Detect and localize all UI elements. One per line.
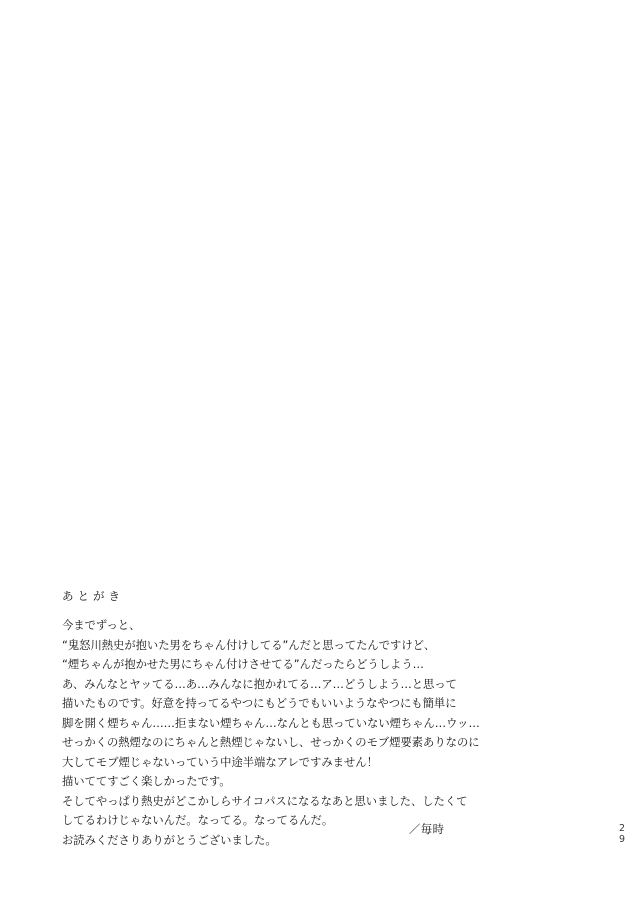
text-line: せっかくの熱煙なのにちゃんと熱煙じゃないし、せっかくのモブ煙要素ありなのに [62,736,480,749]
text-line: 脚を開く煙ちゃん……拒まない煙ちゃん…なんとも思っていない煙ちゃん…ウッ… [62,716,480,730]
page-number [616,824,628,845]
page-number-digit: 2 [618,823,626,834]
text-line: してるわけじゃないんだ。なってる。なってるんだ。 [62,814,334,828]
afterword-heading: あとがき [62,589,124,603]
text-line: 描いててすごく楽しかったです。 [62,775,231,789]
text-line: そしてやっぱり熱史がどこかしらサイコパスになるなあと思いました、したくて [62,794,468,808]
text-line: 描いたものです。好意を持ってるやつにもどうでもいいようなやつにも簡単に [62,697,457,711]
text-line: お読みくださりありがとうございました。 [62,833,277,847]
page-number-digit: 9 [618,833,626,845]
text-line: “鬼怒川熱史が抱いた男をちゃん付けしてる”んだと思ってたんですけど、 [62,638,436,652]
text-line: “煙ちゃんが抱かせた男にちゃん付けさせてる”んだったらどうしよう… [62,658,424,672]
text-line: 大してモブ煙じゃないっていう中途半端なアレですみません！ [62,755,378,769]
author-signature: ／毎時 [409,823,445,836]
afterword-paragraph-1 [62,616,480,734]
text-line: あ、みんなとヤッてる…あ…みんなに抱かれてる…ア…どうしよう…と思って [62,677,457,691]
text-line: 今までずっと、 [62,619,141,632]
